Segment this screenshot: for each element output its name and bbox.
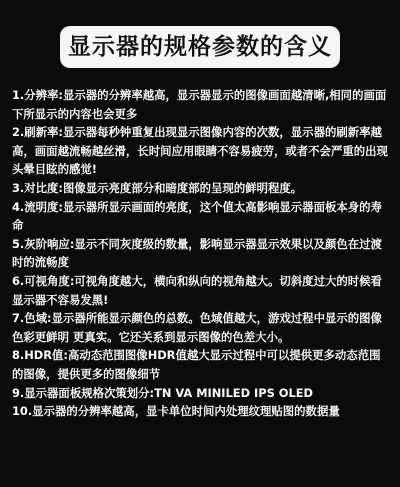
list-item: 3.对比度:图像显示亮度部分和暗度部的呈现的鲜明程度。 [12, 180, 303, 195]
list-item: 5.灰阶响应:显示不同灰度级的数量，影响显示器显示效果以及颜色在过渡时的流畅度 [12, 236, 382, 270]
list-item: 6.可视角度:可视角度越大，横向和纵向的视角越大。切斜度过大的时候看显示器不容易发黑! [12, 273, 382, 307]
title-area [0, 0, 400, 92]
list-item: 4.流明度:显示器所显示画面的亮度，这个值太高影响显示器面板本身的寿命 [12, 199, 382, 233]
list-item: 9.显示器面板规格次策划分:TN VA MINILED IPS OLED [12, 385, 313, 400]
list-item: 2.刷新率:显示器每秒钟重复出现显示图像内容的次数，显示器的刷新率越高，画面越流畅越丝滑，长时间应用眼睛不容易疲劳，或者不会严重的出现头晕目眩的感觉! [12, 125, 388, 177]
page-title: 显示器的规格参数的含义 [60, 26, 340, 68]
list-item: 10.显示器的分辨率越高，显卡单位时间内处理纹理贴图的数据量 [12, 404, 340, 419]
list-item: 1.分辨率:显示器的分辨率越高，显示器显示的图像画面越清晰,相同的画面下所显示的内容也会更多 [12, 88, 387, 121]
list-item: 8.HDR值:高动态范围图像HDR值越大显示过程中可以提供更多动态范围的图像，提供更多的图像细节 [12, 348, 381, 381]
list-item: 7.色域:显示器所能显示颜色的总数。色域值越大，游戏过程中显示的图像色彩更鲜明 更真实。它还关系到显示图像的色差大小。 [12, 311, 382, 344]
spec-list [12, 86, 390, 487]
